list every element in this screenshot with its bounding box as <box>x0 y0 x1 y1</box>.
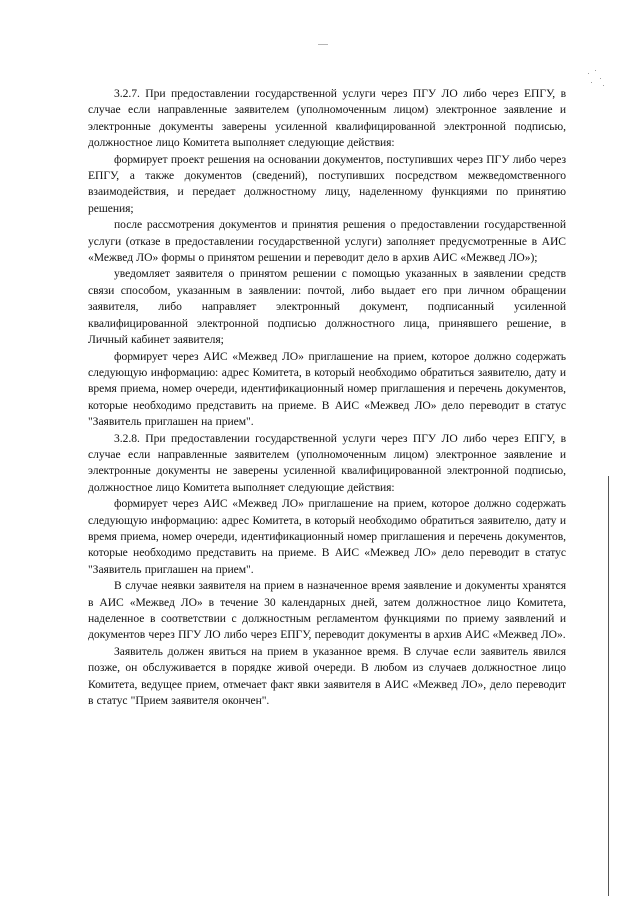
scan-artifact-specks <box>586 70 606 90</box>
paragraph-arrival: Заявитель должен явиться на прием в указанное время. В случае если заявитель явился позже, он обслуживается в порядке живой очереди. В любом из случаев должностное лицо Комитета, ведущее прием, отмечает факт явки заявителя в АИС «Межвед ЛО», дело переводит в статус "Прием заявителя окончен". <box>88 644 566 708</box>
paragraph-no-show: В случае неявки заявителя на прием в назначенное время заявление и документы хранятся в АИС «Межвед ЛО» в течение 30 календарных дней, затем должностное лицо Комитета, наделенное в соответствии с должностным регламентом функциями по приему заявлений и документов через ПГУ ЛО либо через ЕПГУ, переводит документы в архив АИС «Межвед ЛО». <box>88 579 566 642</box>
paragraph-action-invitation: формирует через АИС «Межвед ЛО» приглашение на прием, которое должно содержать следующую информацию: адрес Комитета, в который необходимо обратиться заявителю, дату и время приема, номер очереди, идентификационный номер приглашения и перечень документов, которые необходимо представить на приеме. В АИС «Межвед ЛО» дело переводит в статус "Заявитель приглашен на прием". <box>88 349 566 429</box>
scan-edge-line <box>608 476 609 896</box>
paragraph-action-draft-decision: формирует проект решения на основании документов, поступивших через ПГУ либо через ЕПГУ, а также документов (сведений), поступивших посредством межведомственного взаимодействия, и передает должностному лицу, наделенному функциями по принятию решения; <box>88 152 566 215</box>
paragraph-3-2-8: 3.2.8. При предоставлении государственной услуги через ПГУ ЛО либо через ЕПГУ, в случае если направленные заявителем (уполномоченным лицом) электронное заявление и электронные документы не заверены усиленной квалифицированной электронной подписью, должностное лицо Комитета выполняет следующие действия: <box>88 431 566 494</box>
document-body <box>88 86 566 709</box>
paragraph-3-2-7: 3.2.7. При предоставлении государственной услуги через ПГУ ЛО либо через ЕПГУ, в случае если направленные заявителем (уполномоченным лицом) электронное заявление и электронные документы заверены усиленной квалифицированной электронной подписью, должностное лицо Комитета выполняет следующие действия: <box>88 87 566 150</box>
paragraph-action-fill-forms: после рассмотрения документов и принятия решения о предоставлении государственной услуги (отказе в предоставлении государственной услуги) заполняет предусмотренные в АИС «Межвед ЛО» формы о принятом решении и переводит дело в архив АИС «Межвед ЛО»); <box>88 218 566 265</box>
paragraph-action-invitation-2: формирует через АИС «Межвед ЛО» приглашение на прием, которое должно содержать следующую информацию: адрес Комитета, в который необходимо обратиться заявителю, дату и время приема, номер очереди, идентификационный номер приглашения и перечень документов, которые необходимо представить на приеме. В АИС «Межвед ЛО» дело переводит в статус "Заявитель приглашен на прием". <box>88 497 566 576</box>
scan-artifact-top <box>318 44 328 45</box>
paragraph-action-notify: уведомляет заявителя о принятом решении с помощью указанных в заявлении средств связи способом, указанным в заявлении: почтой, либо выдает его при личном обращении заявителя, либо направляет электронный документ, подписанный усиленной квалифицированной электронной подписью должностного лица, принявшего решение, в Личный кабинет заявителя; <box>88 267 566 347</box>
